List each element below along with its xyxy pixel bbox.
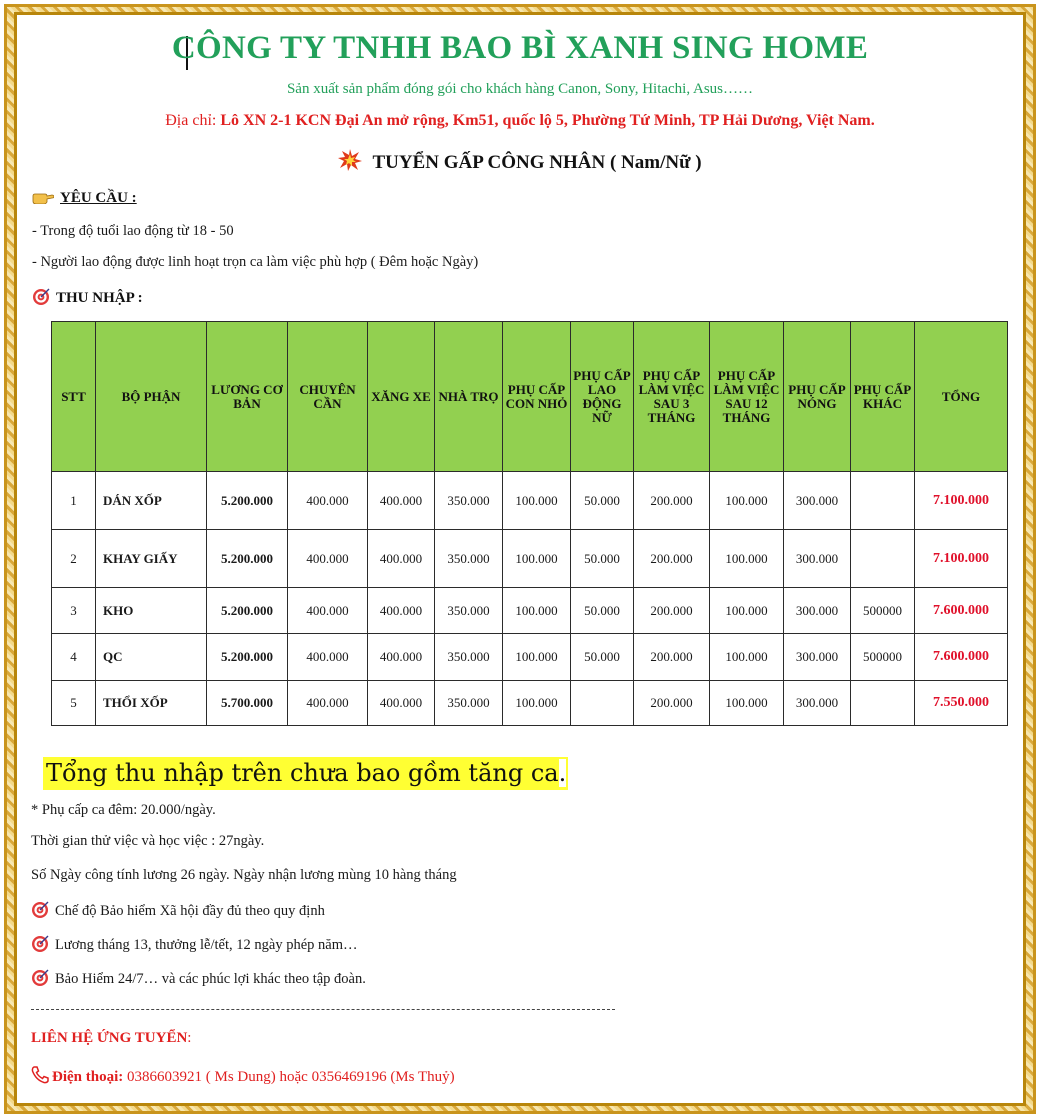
- column-header: PHỤ CẤP NÓNG: [784, 322, 851, 472]
- cell-fuel: 400.000: [368, 472, 435, 530]
- cell-child-allowance: 100.000: [503, 588, 571, 634]
- benefit-text: Lương tháng 13, thưởng lễ/tết, 12 ngày phép năm…: [55, 937, 358, 953]
- cell-housing: 350.000: [435, 681, 503, 726]
- benefit-text: Chế độ Bảo hiểm Xã hội đầy đủ theo quy định: [55, 903, 325, 919]
- address-text: Lô XN 2-1 KCN Đại An mở rộng, Km51, quốc lộ 5, Phường Tứ Minh, TP Hải Dương, Việt Nam.: [220, 112, 875, 129]
- column-header: PHỤ CẤP LÀM VIỆC SAU 3 THÁNG: [634, 322, 710, 472]
- cell-stt: 1: [52, 472, 96, 530]
- phone-icon: [31, 1066, 49, 1084]
- company-name: CÔNG TY TNHH BAO BÌ XANH SING HOME: [171, 30, 869, 66]
- company-tagline: Sản xuất sản phẩm đóng gói cho khách hàng Canon, Sony, Hitachi, Asus……: [286, 81, 754, 97]
- cell-other-allowance: 500000: [851, 634, 915, 681]
- cell-heat-allowance: 300.000: [784, 634, 851, 681]
- cell-child-allowance: 100.000: [503, 634, 571, 681]
- cell-attendance: 400.000: [288, 530, 368, 588]
- cell-female-allowance: 50.000: [571, 472, 634, 530]
- cell-female-allowance: 50.000: [571, 634, 634, 681]
- cell-12-month-allowance: 100.000: [710, 530, 784, 588]
- cell-other-allowance: [851, 472, 915, 530]
- cell-attendance: 400.000: [288, 634, 368, 681]
- section-divider: [31, 1009, 615, 1010]
- cell-stt: 5: [52, 681, 96, 726]
- cell-base-salary: 5.200.000: [207, 530, 288, 588]
- cell-12-month-allowance: 100.000: [710, 588, 784, 634]
- column-header: STT: [52, 322, 96, 472]
- contact-heading: [31, 1030, 191, 1047]
- cell-child-allowance: 100.000: [503, 530, 571, 588]
- cell-3-month-allowance: 200.000: [634, 588, 710, 634]
- income-heading-text: THU NHẬP :: [56, 290, 143, 306]
- note-line: Thời gian thử việc và học việc : 27ngày.: [31, 833, 265, 849]
- table-row: [52, 634, 1008, 681]
- cell-heat-allowance: 300.000: [784, 588, 851, 634]
- cell-other-allowance: [851, 681, 915, 726]
- cell-fuel: 400.000: [368, 588, 435, 634]
- cell-fuel: 400.000: [368, 530, 435, 588]
- overtime-note-period: .: [558, 759, 567, 787]
- cell-other-allowance: 500000: [851, 588, 915, 634]
- requirement-item: - Trong độ tuổi lao động từ 18 - 50: [32, 223, 234, 239]
- contact-heading-colon: :: [187, 1030, 192, 1046]
- cell-3-month-allowance: 200.000: [634, 530, 710, 588]
- pointing-hand-icon: [32, 190, 54, 204]
- cell-total: 7.550.000: [915, 681, 1008, 726]
- contact-phone: [31, 1066, 455, 1086]
- cell-total: 7.100.000: [915, 530, 1008, 588]
- income-table: [51, 321, 1008, 726]
- cell-fuel: 400.000: [368, 681, 435, 726]
- target-icon: [31, 969, 49, 987]
- cell-heat-allowance: 300.000: [784, 530, 851, 588]
- cell-department: THỔI XỐP: [96, 681, 207, 726]
- cell-stt: 4: [52, 634, 96, 681]
- cell-attendance: 400.000: [288, 472, 368, 530]
- cell-child-allowance: 100.000: [503, 681, 571, 726]
- table-header-row: [52, 322, 1008, 472]
- hiring-title-text: TUYỂN GẤP CÔNG NHÂN ( Nam/Nữ ): [372, 152, 702, 173]
- target-icon: [31, 935, 49, 953]
- column-header: CHUYÊN CẦN: [288, 322, 368, 472]
- benefit-item: [31, 901, 325, 920]
- column-header: PHỤ CẤP CON NHỎ: [503, 322, 571, 472]
- address-label: Địa chỉ:: [165, 112, 217, 129]
- cell-housing: 350.000: [435, 472, 503, 530]
- cell-total: 7.600.000: [915, 634, 1008, 681]
- company-address: [20, 112, 1020, 130]
- column-header: PHỤ CẤP LAO ĐỘNG NỮ: [571, 322, 634, 472]
- cell-fuel: 400.000: [368, 634, 435, 681]
- cell-total: 7.600.000: [915, 588, 1008, 634]
- overtime-note-text: Tổng thu nhập trên chưa bao gồm tăng ca: [46, 759, 559, 787]
- column-header: PHỤ CẤP LÀM VIỆC SAU 12 THÁNG: [710, 322, 784, 472]
- note-line: * Phụ cấp ca đêm: 20.000/ngày.: [31, 802, 216, 818]
- column-header: NHÀ TRỌ: [435, 322, 503, 472]
- benefit-item: [31, 969, 366, 988]
- cell-department: KHO: [96, 588, 207, 634]
- cell-housing: 350.000: [435, 588, 503, 634]
- explosion-icon: [338, 149, 362, 171]
- requirement-item: - Người lao động được linh hoạt trọn ca làm việc phù hợp ( Đêm hoặc Ngày): [32, 254, 479, 270]
- target-icon: [31, 901, 49, 919]
- cell-12-month-allowance: 100.000: [710, 681, 784, 726]
- overtime-note: [43, 757, 568, 790]
- table-row: [52, 472, 1008, 530]
- cell-3-month-allowance: 200.000: [634, 472, 710, 530]
- hiring-title: [20, 149, 1020, 174]
- cell-housing: 350.000: [435, 634, 503, 681]
- phone-label: Điện thoại:: [52, 1069, 124, 1085]
- cell-heat-allowance: 300.000: [784, 472, 851, 530]
- column-header: TỔNG: [915, 322, 1008, 472]
- cell-12-month-allowance: 100.000: [710, 634, 784, 681]
- table-row: [52, 530, 1008, 588]
- cell-attendance: 400.000: [288, 681, 368, 726]
- note-line: Số Ngày công tính lương 26 ngày. Ngày nhận lương mùng 10 hàng tháng: [31, 867, 457, 883]
- table-row: [52, 681, 1008, 726]
- cell-total: 7.100.000: [915, 472, 1008, 530]
- income-heading: [32, 288, 143, 307]
- cell-12-month-allowance: 100.000: [710, 472, 784, 530]
- column-header: PHỤ CẤP KHÁC: [851, 322, 915, 472]
- phone-numbers: 0386603921 ( Ms Dung) hoặc 0356469196 (Ms Thuỷ): [123, 1069, 455, 1085]
- requirements-heading: [32, 190, 137, 207]
- cell-base-salary: 5.200.000: [207, 634, 288, 681]
- cell-department: KHAY GIẤY: [96, 530, 207, 588]
- job-posting-document: [20, 18, 1020, 1100]
- table-row: [52, 588, 1008, 634]
- cell-child-allowance: 100.000: [503, 472, 571, 530]
- cell-3-month-allowance: 200.000: [634, 681, 710, 726]
- contact-heading-text: LIÊN HỆ ỨNG TUYỂN: [31, 1030, 188, 1046]
- cell-department: DÁN XỐP: [96, 472, 207, 530]
- cell-other-allowance: [851, 530, 915, 588]
- column-header: XĂNG XE: [368, 322, 435, 472]
- cell-base-salary: 5.200.000: [207, 472, 288, 530]
- cell-housing: 350.000: [435, 530, 503, 588]
- cell-stt: 2: [52, 530, 96, 588]
- benefit-text: Bảo Hiểm 24/7… và các phúc lợi khác theo tập đoàn.: [55, 971, 366, 987]
- cell-attendance: 400.000: [288, 588, 368, 634]
- requirements-heading-text: YÊU CẦU :: [60, 190, 137, 206]
- cell-female-allowance: 50.000: [571, 588, 634, 634]
- cell-heat-allowance: 300.000: [784, 681, 851, 726]
- cell-female-allowance: [571, 681, 634, 726]
- cell-stt: 3: [52, 588, 96, 634]
- cell-female-allowance: 50.000: [571, 530, 634, 588]
- cell-department: QC: [96, 634, 207, 681]
- target-icon: [32, 288, 50, 306]
- benefit-item: [31, 935, 357, 954]
- cell-3-month-allowance: 200.000: [634, 634, 710, 681]
- column-header: BỘ PHẬN: [96, 322, 207, 472]
- cell-base-salary: 5.200.000: [207, 588, 288, 634]
- column-header: LƯƠNG CƠ BẢN: [207, 322, 288, 472]
- cell-base-salary: 5.700.000: [207, 681, 288, 726]
